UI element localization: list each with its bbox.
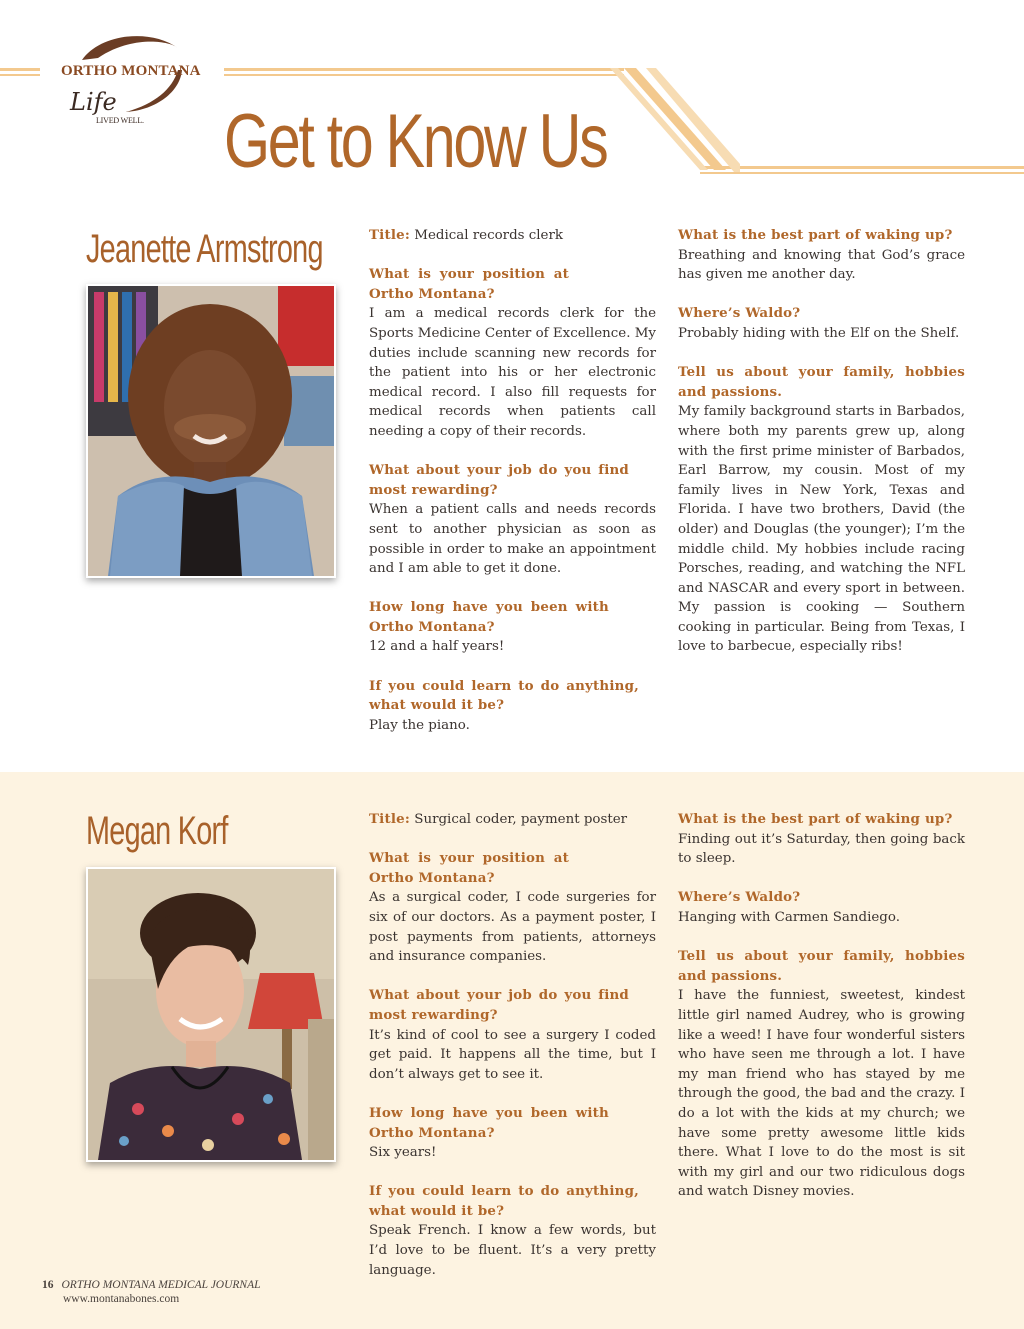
qa-rewarding bbox=[369, 461, 656, 579]
answer-waldo: Hanging with Carmen Sandiego. bbox=[678, 909, 900, 925]
qa-rewarding bbox=[369, 986, 656, 1084]
question-how-long: How long have you been with Ortho Montana? bbox=[369, 1104, 609, 1141]
page-title: Get to Know Us bbox=[224, 99, 607, 184]
question-position: What is your position at Ortho Montana? bbox=[369, 266, 569, 302]
question-family: Tell us about your family, hobbies and passions. bbox=[678, 948, 965, 984]
answer-how-long: Six years! bbox=[369, 1145, 437, 1161]
header-rule-top-lower bbox=[224, 74, 624, 76]
qa-how-long bbox=[369, 598, 656, 657]
qa-waldo bbox=[678, 304, 965, 343]
title-line bbox=[369, 810, 656, 830]
profile-photo bbox=[86, 284, 336, 578]
question-waking: What is the best part of waking up? bbox=[678, 227, 953, 243]
question-family: Tell us about your family, hobbies and passions. bbox=[678, 364, 965, 400]
answer-family: I have the funniest, sweetest, kindest little girl named Audrey, who is growing like a weed! I have four wonderful sisters who have seen me through a lot. I have my man friend who has stayed by me through the good, the bad and the crazy. I do a lot with the kids at my church; we have some pretty awesome little kids there. What I love to do the most is sit with my girl and our two ridiculous dogs and watch Disney movies. bbox=[678, 988, 965, 1200]
profile-column-right bbox=[678, 226, 965, 677]
question-how-long: How long have you been with Ortho Montana? bbox=[369, 599, 609, 635]
qa-position bbox=[369, 265, 656, 441]
profile-name: Megan Korf bbox=[86, 809, 228, 853]
qa-family bbox=[678, 947, 965, 1202]
profile-column-left bbox=[369, 226, 656, 755]
answer-family: My family background starts in Barbados, where both my parents grew up, along with the first prime minister of Barbados, Earl Barrow, my cousin. Most of my family lives in New York, Texas and Florida. I have two brothers, David (the older) and Douglas (the younger); I’m the middle child. My hobbies include racing Porsches, reading, and watching the NFL and NASCAR and every sport in between. My passion is cooking — Southern cooking in particular. Being from Texas, I love to barbecue, especially ribs! bbox=[678, 404, 965, 655]
answer-position: I am a medical records clerk for the Sports Medicine Center of Excellence. My duties include scanning new records for the patient into his or her electronic medical record. I also fill requests for medical records when patients call needing a copy of their records. bbox=[369, 306, 656, 439]
portrait-illustration bbox=[88, 286, 334, 576]
header-rule-bottom-lower bbox=[700, 172, 1024, 174]
title-value: Surgical coder, payment poster bbox=[414, 812, 628, 827]
logo-life: Life bbox=[70, 88, 117, 116]
question-rewarding: What about your job do you find most rewarding? bbox=[369, 987, 629, 1023]
answer-position: As a surgical coder, I code surgeries for six of our doctors. As a payment poster, I post payments from patients, attorneys and insurance companies. bbox=[369, 890, 656, 965]
profile-column-left bbox=[369, 810, 656, 1300]
qa-learn bbox=[369, 677, 656, 736]
profile-photo bbox=[86, 867, 336, 1162]
header-diagonal-stripes bbox=[600, 60, 740, 180]
qa-waking bbox=[678, 810, 965, 869]
page-footer bbox=[42, 1278, 261, 1306]
answer-rewarding: When a patient calls and needs records sent to another physician as soon as possible in order to make an appointment and I am able to get it done. bbox=[369, 502, 656, 577]
logo-lived-well: LIVED WELL. bbox=[96, 116, 144, 125]
header-rule-left bbox=[0, 68, 40, 71]
page-number: 16 bbox=[42, 1279, 54, 1291]
header-rule-left-lower bbox=[0, 74, 40, 76]
answer-how-long: 12 and a half years! bbox=[369, 639, 505, 655]
qa-learn bbox=[369, 1182, 656, 1280]
footer-line bbox=[42, 1278, 261, 1292]
title-value: Medical records clerk bbox=[414, 228, 563, 243]
title-label: Title: bbox=[369, 227, 410, 243]
answer-waking: Breathing and knowing that God’s grace has given me another day. bbox=[678, 247, 965, 283]
portrait-illustration bbox=[88, 869, 334, 1160]
answer-waking: Finding out it’s Saturday, then going back to sleep. bbox=[678, 831, 965, 867]
qa-waking bbox=[678, 226, 965, 285]
answer-learn: Speak French. I know a few words, but I’d love to be fluent. It’s a very pretty language. bbox=[369, 1223, 656, 1278]
profile-column-right bbox=[678, 810, 965, 1221]
profile-name: Jeanette Armstrong bbox=[86, 227, 323, 271]
header-rule-top bbox=[224, 68, 624, 71]
journal-name: ORTHO MONTANA MEDICAL JOURNAL bbox=[61, 1279, 261, 1291]
question-waldo: Where’s Waldo? bbox=[678, 889, 801, 906]
title-label: Title: bbox=[369, 811, 410, 827]
website-link[interactable]: www.montanabones.com bbox=[63, 1293, 180, 1305]
answer-waldo: Probably hiding with the Elf on the Shelf. bbox=[678, 325, 960, 341]
question-waldo: Where’s Waldo? bbox=[678, 305, 801, 322]
question-rewarding: What about your job do you find most rewarding? bbox=[369, 462, 629, 498]
header-rule-bottom bbox=[700, 166, 1024, 169]
question-learn: If you could learn to do anything, what would it be? bbox=[369, 677, 639, 714]
title-line bbox=[369, 226, 656, 246]
answer-learn: Play the piano. bbox=[369, 717, 470, 733]
question-position: What is your position at Ortho Montana? bbox=[369, 850, 569, 886]
question-waking: What is the best part of waking up? bbox=[678, 811, 953, 827]
qa-family bbox=[678, 363, 965, 657]
qa-position bbox=[369, 849, 656, 967]
answer-rewarding: It’s kind of cool to see a surgery I coded get paid. It happens all the time, but I don’t always get to see it. bbox=[369, 1027, 656, 1082]
qa-how-long bbox=[369, 1104, 656, 1163]
logo-wordmark: ORTHO MONTANA bbox=[61, 63, 201, 79]
qa-waldo bbox=[678, 888, 965, 927]
question-learn: If you could learn to do anything, what would it be? bbox=[369, 1183, 639, 1219]
